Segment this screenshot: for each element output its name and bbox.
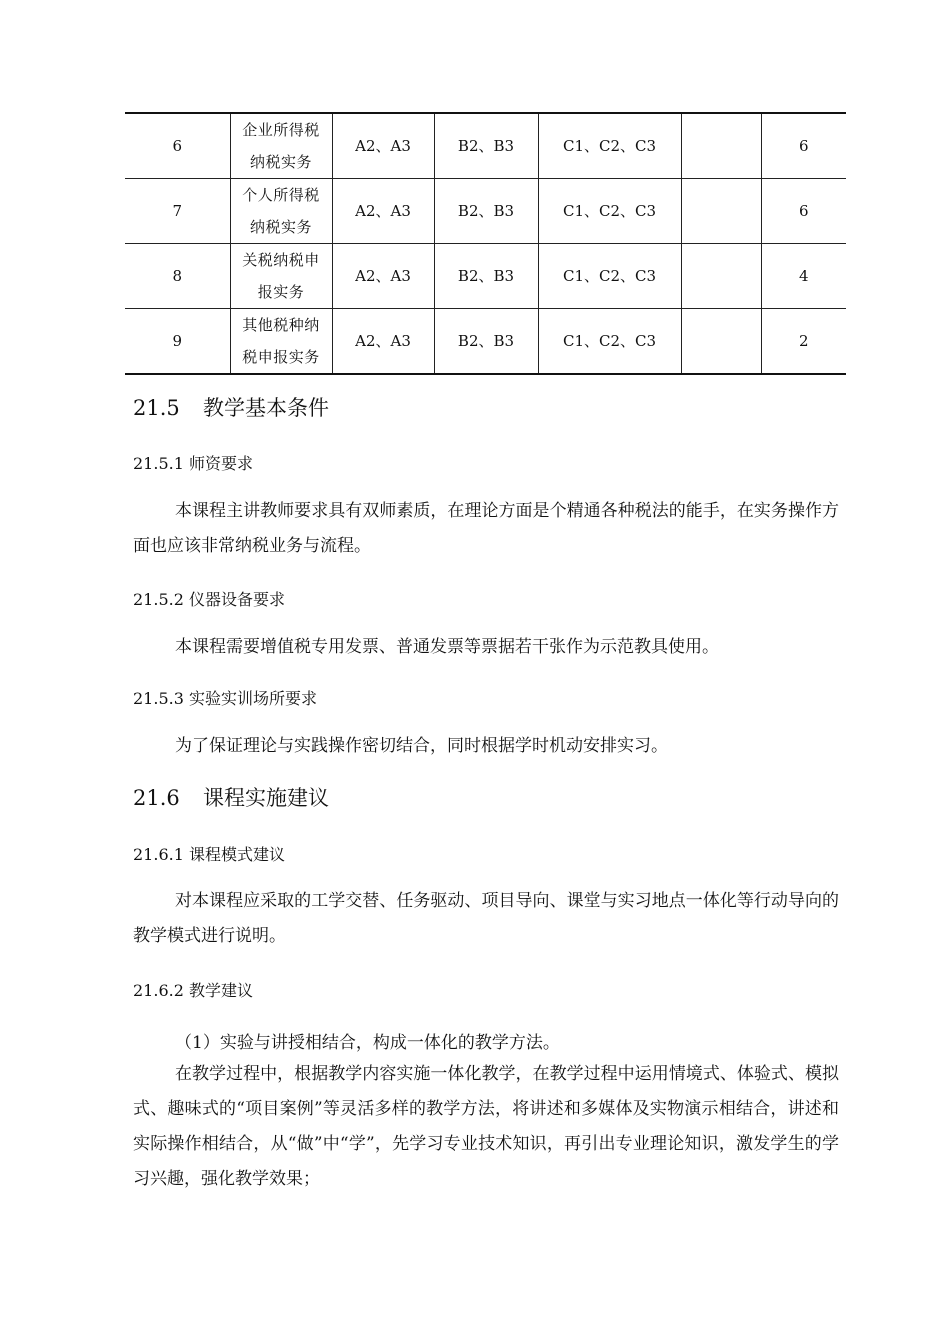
cell-blank [681,179,761,244]
cell-no: 6 [125,113,230,179]
subsection-heading: 21.5.3 实验实训场所要求 [133,689,317,708]
section-heading-21-6 [133,782,329,812]
cell-hours: 6 [761,179,846,244]
cell-a: A2、A3 [332,179,434,244]
cell-no: 8 [125,244,230,309]
cell-no: 9 [125,309,230,375]
paragraph: 为了保证理论与实践操作密切结合，同时根据学时机动安排实习。 [175,736,668,756]
cell-hours: 6 [761,113,846,179]
section-number: 21.6 [133,786,180,810]
cell-task-name: 企业所得税 纳税实务 [230,113,332,179]
cell-a: A2、A3 [332,113,434,179]
cell-hours: 2 [761,309,846,375]
table-row [125,244,846,309]
subsection-heading: 21.6.1 课程模式建议 [133,845,285,864]
cell-c: C1、C2、C3 [538,179,681,244]
section-heading-21-5 [133,392,329,422]
table-row [125,309,846,375]
cell-b: B2、B3 [434,179,538,244]
list-item: （1）实验与讲授相结合，构成一体化的教学方法。 [175,1033,560,1053]
paragraph: 在教学过程中，根据教学内容实施一体化教学，在教学过程中运用情境式、体验式、模拟式、趣味式的“项目案例”等灵活多样的教学方法，将讲述和多媒体及实物演示相结合，讲述和实际操作相结合，从“做”中“学”，先学习专业技术知识，再引出专业理论知识，激发学生的学习兴趣，强化教学效果； [133,1064,839,1189]
cell-c: C1、C2、C3 [538,244,681,309]
table-row [125,113,846,179]
cell-no: 7 [125,179,230,244]
cell-b: B2、B3 [434,309,538,375]
cell-a: A2、A3 [332,309,434,375]
cell-b: B2、B3 [434,113,538,179]
paragraph: 本课程主讲教师要求具有双师素质，在理论方面是个精通各种税法的能手，在实务操作方面也应该非常纳税业务与流程。 [133,501,839,556]
cell-blank [681,244,761,309]
section-title: 课程实施建议 [203,786,329,810]
section-number: 21.5 [133,396,180,420]
cell-hours: 4 [761,244,846,309]
paragraph: 对本课程应采取的工学交替、任务驱动、项目导向、课堂与实习地点一体化等行动导向的教学模式进行说明。 [133,891,839,946]
cell-task-name: 其他税种纳 税申报实务 [230,309,332,375]
course-hours-table [125,112,846,375]
subsection-heading: 21.5.2 仪器设备要求 [133,590,285,609]
cell-b: B2、B3 [434,244,538,309]
paragraph: 本课程需要增值税专用发票、普通发票等票据若干张作为示范教具使用。 [175,637,719,657]
section-title: 教学基本条件 [203,396,329,420]
cell-task-name: 个人所得税 纳税实务 [230,179,332,244]
cell-blank [681,113,761,179]
cell-c: C1、C2、C3 [538,113,681,179]
cell-task-name: 关税纳税申 报实务 [230,244,332,309]
subsection-heading: 21.5.1 师资要求 [133,454,253,473]
cell-c: C1、C2、C3 [538,309,681,375]
cell-blank [681,309,761,375]
cell-a: A2、A3 [332,244,434,309]
table-row [125,179,846,244]
subsection-heading: 21.6.2 教学建议 [133,981,253,1000]
